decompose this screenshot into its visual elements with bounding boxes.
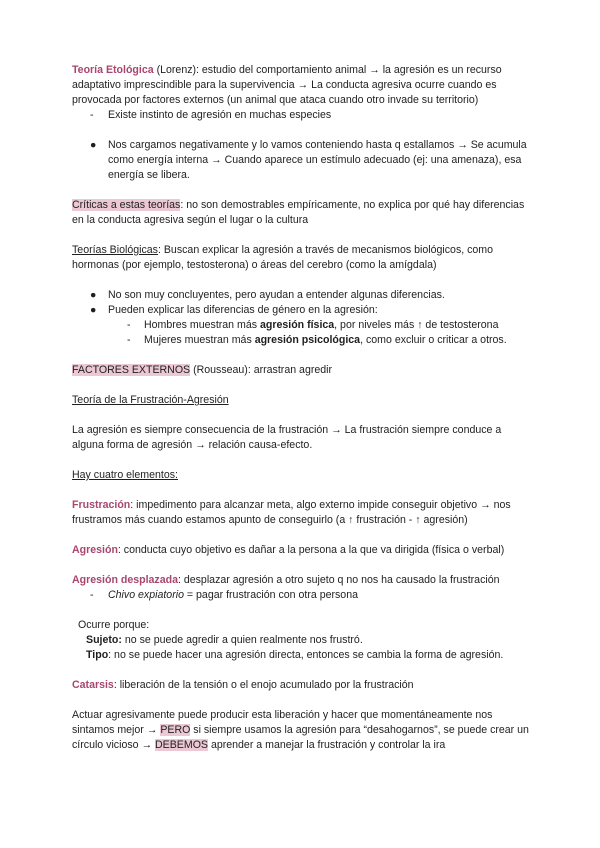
list-item [72,138,532,183]
biologicas-text: : Buscan explicar la agresión a través de mecanismos biológicos, como hormonas (por ejemplo, testosterona) o áreas del cerebro (como la amígdala) [72,244,494,271]
criticas-text: : no son demostrables empíricamente, no explica por qué hay diferencias en la conducta agresiva según el lugar o la cultura [72,199,525,226]
agresion-text: : conducta cuyo objetivo es dañar a la persona a la que va dirigida (física o verbal) [117,544,505,556]
etologica-dash-item: Existe instinto de agresión en muchas especies [108,109,332,121]
list-item [72,288,532,303]
pero-highlight: PERO [160,724,191,736]
agresion-paragraph [72,543,532,558]
desplazada-paragraph [72,573,532,588]
list-item [72,588,532,603]
externos-term: FACTORES EXTERNOS [72,364,191,376]
bullet-marker: ● [90,289,97,301]
biologicas-bullet-2: Pueden explicar las diferencias de género en la agresión: [108,304,378,316]
chivo-text: = pagar frustración con otra persona [183,589,358,601]
dash-marker: - [90,109,94,121]
catarsis-text: : liberación de la tensión o el enojo acumulado por la frustración [113,679,414,691]
dash-marker: - [127,334,131,346]
biologicas-bullet-1: No son muy concluyentes, pero ayudan a entender algunas diferencias. [108,289,445,301]
criticas-term: Críticas a estas teorías [72,199,181,211]
tipo-term: Tipo [86,649,109,661]
catarsis-text-2: si siempre usamos la agresión para “desahogarnos”, se puede crear un círculo vicioso → [72,724,529,751]
sujeto-text: no se puede agredir a quien realmente nos frustró. [121,634,363,646]
frustracion-text: : impedimento para alcanzar meta, algo externo impide conseguir objetivo → nos frustramos más cuando estamos apunto de conseguirlo (a ↑ frustración - ↑ agresión) [72,499,511,526]
document-page [72,63,532,753]
etologica-bullet-item: Nos cargamos negativamente y lo vamos conteniendo hasta q estallamos → Se acumula como energía interna → Cuando aparece un estímulo adecuado (ej: una amenaza), esa energía se libera. [108,139,527,181]
sub-item-text: , como excluir o criticar a otros. [360,334,507,346]
sub-item-bold: agresión psicológica [254,334,361,346]
catarsis-text-3: aprender a manejar la frustración y controlar la ira [208,739,446,751]
agresion-term: Agresión [72,544,118,556]
list-item [72,318,532,333]
frustracion-agresion-heading: Teoría de la Frustración-Agresión [72,394,229,406]
sujeto-line [72,633,532,648]
frustracion-term: Frustración [72,499,131,511]
biologicas-term: Teorías Biológicas [72,244,158,256]
list-item [72,333,532,348]
catarsis-text-1: Actuar agresivamente puede producir esta liberación y hacer que momentáneamente nos sintamos mejor → [72,709,493,736]
etologica-paragraph [72,63,532,108]
sub-item-bold: agresión física [259,319,335,331]
dash-marker: - [90,589,94,601]
frustracion-agresion-text: La agresión es siempre consecuencia de la frustración → La frustración siempre conduce a alguna forma de agresión → relación causa-efecto. [72,424,502,451]
catarsis-paragraph [72,678,532,693]
dash-marker: - [127,319,131,331]
chivo-term: Chivo expiatorio [108,589,184,601]
externos-text: (Rousseau): arrastran agredir [190,364,333,376]
sujeto-term: Sujeto: [86,634,122,646]
biologicas-paragraph [72,243,532,273]
sub-item-text: Hombres muestran más [144,319,260,331]
sub-item-text: Mujeres muestran más [144,334,255,346]
desplazada-term: Agresión desplazada [72,574,178,586]
bullet-marker: ● [90,304,97,316]
desplazada-text: : desplazar agresión a otro sujeto q no nos ha causado la frustración [177,574,500,586]
catarsis-term: Catarsis [72,679,114,691]
list-item [72,303,532,318]
etologica-text: (Lorenz): estudio del comportamiento animal → la agresión es un recurso adaptativo imprescindible para la supervivencia → La conducta agresiva ocurre cuando es provocada por factores externos (un animal que ataca cuando otro invade su territorio) [72,64,502,106]
catarsis-explanation [72,708,532,753]
etologica-term: Teoría Etológica [72,64,154,76]
bullet-marker: ● [90,139,97,151]
list-item [72,108,532,123]
sub-item-text: , por niveles más ↑ de testosterona [334,319,499,331]
externos-paragraph [72,363,532,378]
tipo-line [72,648,532,663]
frustracion-paragraph [72,498,532,528]
debemos-highlight: DEBEMOS [155,739,208,751]
ocurre-label: Ocurre porque: [78,619,150,631]
elements-heading: Hay cuatro elementos: [72,469,178,481]
tipo-text: : no se puede hacer una agresión directa, entonces se cambia la forma de agresión. [108,649,504,661]
criticas-paragraph [72,198,532,228]
